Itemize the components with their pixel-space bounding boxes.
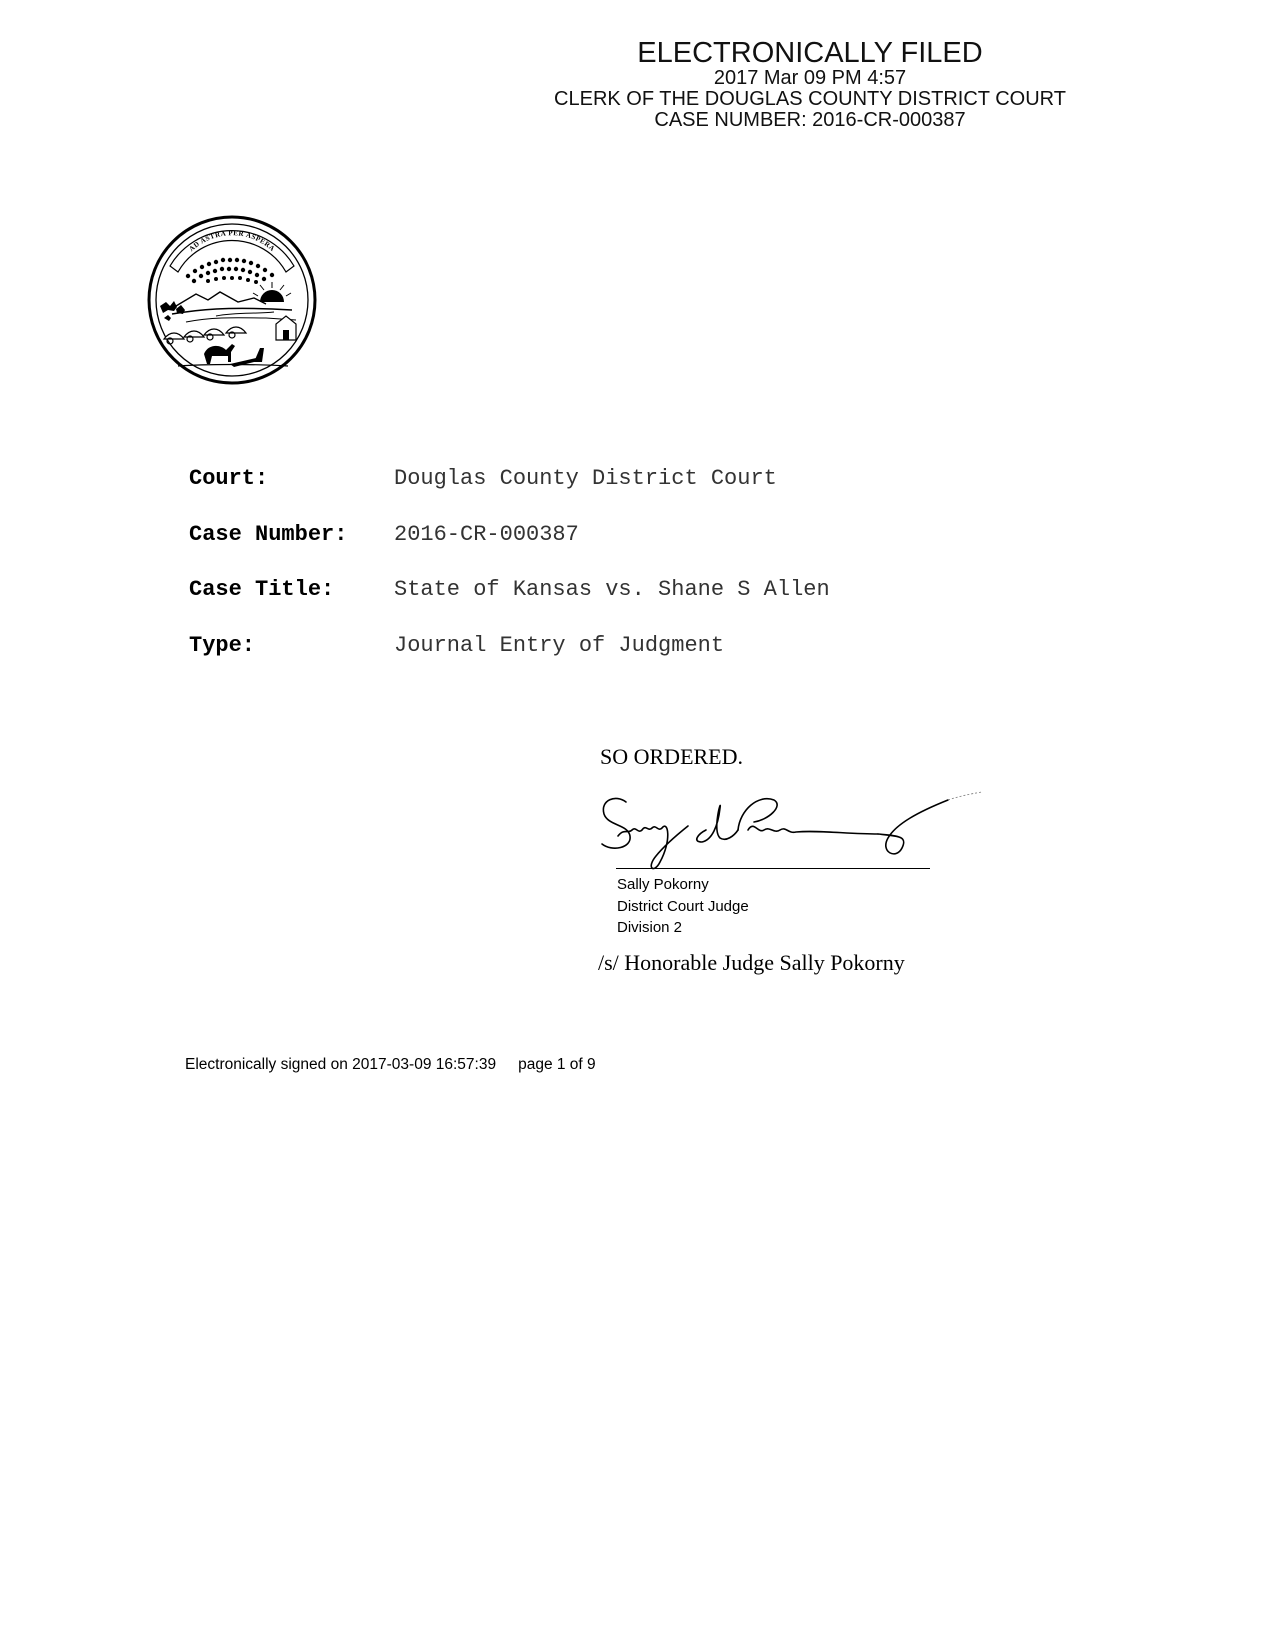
case-title-label: Case Title: bbox=[189, 577, 335, 602]
filing-stamp-title: ELECTRONICALLY FILED bbox=[637, 37, 983, 69]
court-value: Douglas County District Court bbox=[394, 466, 777, 491]
signature-line bbox=[616, 868, 930, 869]
kansas-state-seal-icon bbox=[146, 214, 318, 386]
judge-signature-block bbox=[617, 874, 749, 939]
so-ordered-text: SO ORDERED. bbox=[600, 744, 744, 769]
filing-stamp-clerk: CLERK OF THE DOUGLAS COUNTY DISTRICT COURT bbox=[554, 88, 1066, 110]
page-footer bbox=[185, 1056, 596, 1074]
type-label: Type: bbox=[189, 632, 256, 658]
case-title-value: State of Kansas vs. Shane S Allen bbox=[394, 577, 830, 602]
page-number: page 1 of 9 bbox=[518, 1056, 596, 1073]
filing-stamp-datetime: 2017 Mar 09 PM 4:57 bbox=[713, 67, 907, 89]
signed-timestamp: Electronically signed on 2017-03-09 16:57:39 bbox=[185, 1056, 497, 1073]
judge-division: Division 2 bbox=[617, 919, 683, 936]
case-number-value: 2016-CR-000387 bbox=[394, 521, 579, 547]
court-label: Court: bbox=[189, 466, 269, 491]
type-value: Journal Entry of Judgment bbox=[394, 632, 725, 658]
judge-title: District Court Judge bbox=[617, 897, 749, 915]
case-number-label: Case Number: bbox=[189, 521, 348, 547]
seal-motto: AD ASTRA PER ASPERA bbox=[187, 229, 277, 254]
filing-stamp bbox=[520, 38, 1100, 131]
electronic-signature-text: /s/ Honorable Judge Sally Pokorny bbox=[598, 950, 905, 975]
handwritten-signature bbox=[598, 790, 988, 875]
judge-name: Sally Pokorny bbox=[617, 876, 709, 893]
filing-stamp-case-number: CASE NUMBER: 2016-CR-000387 bbox=[654, 109, 966, 131]
